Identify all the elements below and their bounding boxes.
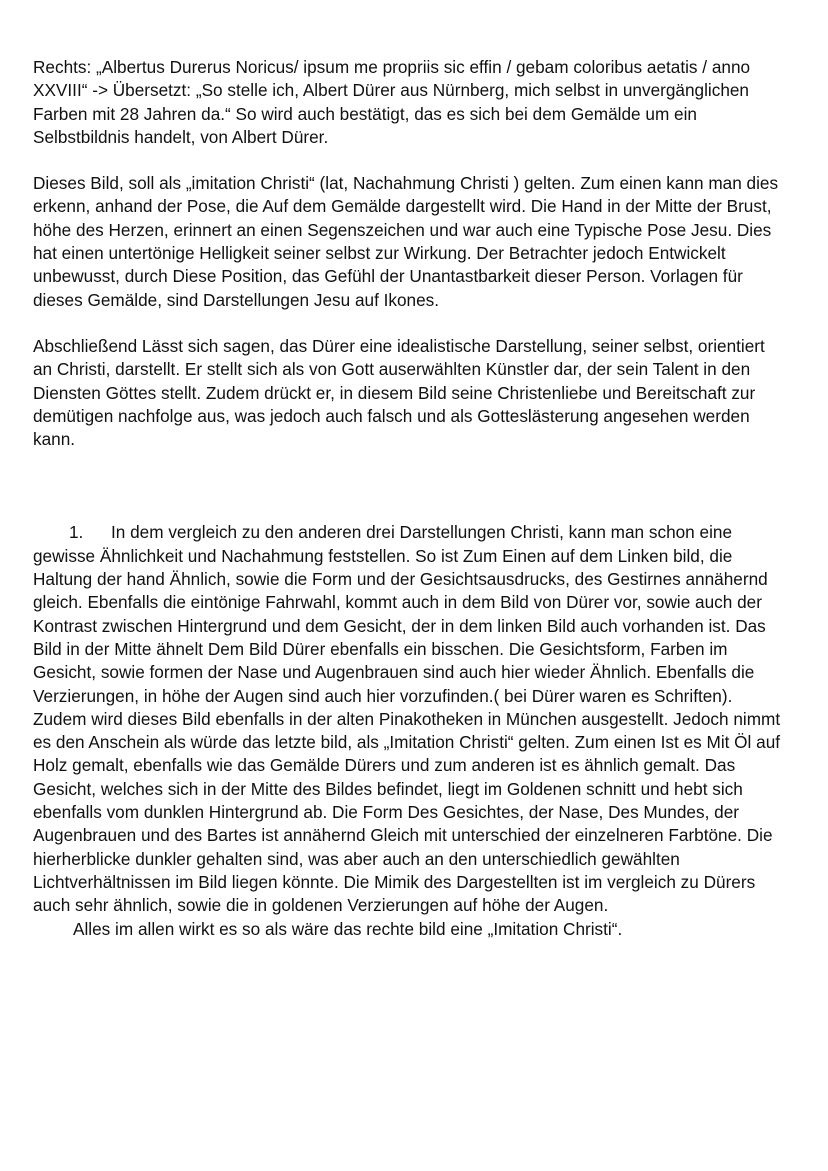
closing-sentence: Alles im allen wirkt es so als wäre das rechte bild eine „Imitation Christi“. — [73, 918, 623, 939]
paragraph-imitation-christi: Dieses Bild, soll als „imitation Christi“ (lat, Nachahmung Christi ) gelten. Zum einen kann man dies erkenn, anhand der Pose, die Auf dem Gemälde dargestellt wird. Die Hand in der Mitte der Brust, höhe des Herzen, erinnert an einen Segenszeichen und war auch eine Typische Pose Jesu. Dies hat einen untertönige Helligkeit seiner selbst zur Wirkung. Der Betrachter jedoch Entwickelt unbewusst, durch Diese Position, das Gefühl der Unantastbarkeit dieser Person. Vorlagen für dieses Gemälde, sind Darstellungen Jesu auf Ikones. — [33, 173, 779, 310]
paragraph-inscription: Rechts: „Albertus Durerus Noricus/ ipsum me propriis sic effin / gebam coloribus aetatis / anno XXVIII“ -> Übersetzt: „So stelle ich, Albert Dürer aus Nürnberg, mich selbst in unvergänglichen Farben mit 28 Jahren da.“ So wird auch bestätigt, das es sich bei dem Gemälde um ein Selbstbildnis handelt, von Albert Dürer. — [33, 57, 751, 147]
numbered-paragraph — [33, 521, 788, 917]
list-number: 1. — [69, 522, 84, 543]
paragraph-conclusion: Abschließend Lässt sich sagen, das Dürer eine idealistische Darstellung, seiner selbst, orientiert an Christi, darstellt. Er stellt sich als von Gott auserwählten Künstler dar, der sein Talent in den Diensten Göttes stellt. Zudem drückt er, in diesem Bild seine Christenliebe und Bereitschaft zur demütigen nachfolge aus, was jedoch auch falsch und als Gotteslästerung angesehen werden kann. — [33, 335, 765, 450]
numbered-paragraph-text: In dem vergleich zu den anderen drei Darstellungen Christi, kann man schon eine gewisse Ähnlichkeit und Nachahmung feststellen. So ist Zum Einen auf dem Linken bild, die Haltung der hand Ähnlich, sowie die Form und der Gesichtsausdrucks, des Gestirnes annähernd gleich. Ebenfalls die eintönige Fahrwahl, kommt auch in dem Bild von Dürer vor, sowie auch der Kontrast zwischen Hintergrund und dem Gesicht, der in dem linken Bild auch vorhanden ist. Das Bild in der Mitte ähnelt Dem Bild Dürer ebenfalls ein bisschen. Die Gesichtsform, Farben im Gesicht, sowie formen der Nase und Augenbrauen sind auch hier wieder Ähnlich. Ebenfalls die Verzierungen, in höhe der Augen sind auch hier vorzufinden.( bei Dürer waren es Schriften). Zudem wird dieses Bild ebenfalls in der alten Pinakotheken in München ausgestellt. Jedoch nimmt es den Anschein als würde das letzte bild, als „Imitation Christi“ gelten. Zum einen Ist es Mit Öl auf Holz gemalt, ebenfalls wie das Gemälde Dürers und zum anderen ist es ähnlich gemalt. Das Gesicht, welches sich in der Mitte des Bildes befindet, liegt im Goldenen schnitt und hebt sich ebenfalls vom dunklen Hintergrund ab. Die Form Des Gesichtes, der Nase, Des Mundes, der Augenbrauen und des Bartes ist annähernd Gleich mit unterschied der einzelneren Farbtöne. Die hierherblicke dunkler gehalten sind, was aber auch an den unterschiedlich gewählten Lichtverhältnissen im Bild liegen könnte. Die Mimik des Dargestellten ist im vergleich zu Dürers auch sehr ähnlich, sowie die in goldenen Verzierungen auf höhe der Augen. — [33, 522, 781, 916]
